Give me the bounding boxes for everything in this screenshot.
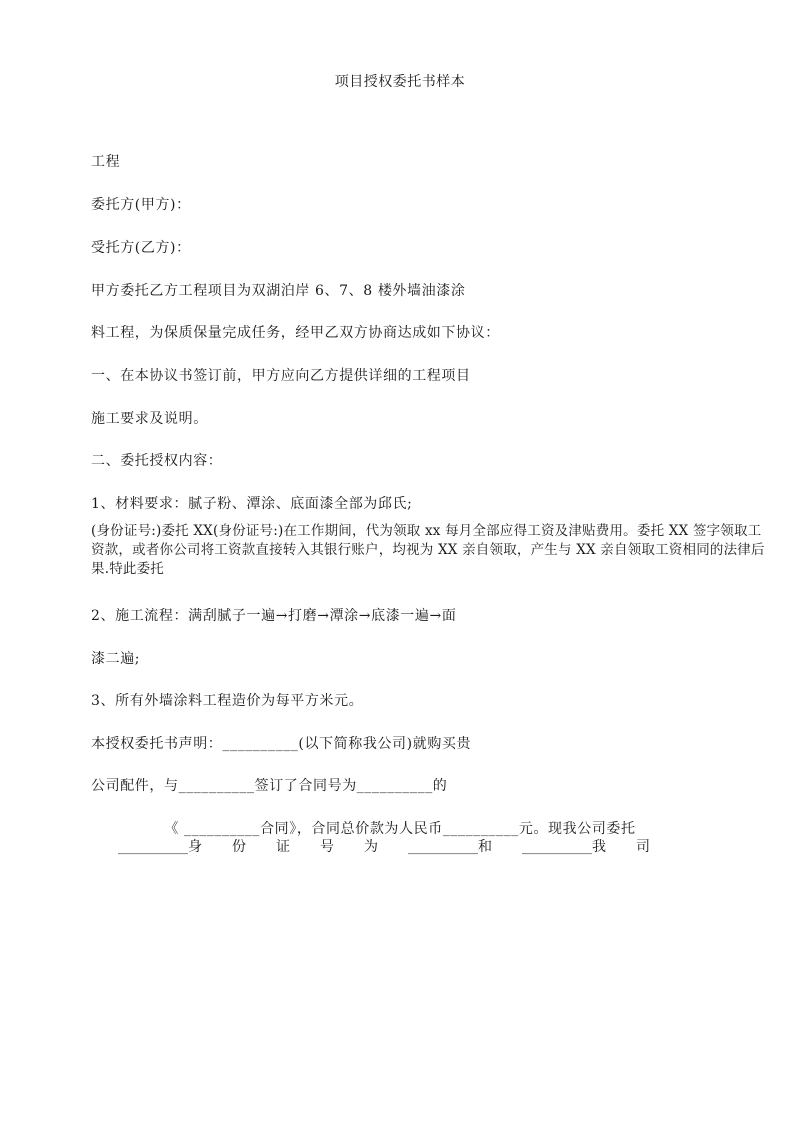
- line-project: 工程: [91, 154, 121, 170]
- identity-token: __________和: [408, 839, 492, 855]
- identity-token: 司: [636, 839, 650, 855]
- identity-token: 为: [364, 839, 378, 855]
- line-statement-2: 公司配件，与__________签订了合同号为__________的: [91, 778, 448, 794]
- line-statement-1: 本授权委托书声明：__________(以下简称我公司)就购买贵: [91, 736, 472, 752]
- identity-token: 份: [232, 839, 246, 855]
- identity-token: __________我: [522, 839, 606, 855]
- document-title: 项目授权委托书样本: [334, 74, 466, 90]
- line-process-2: 漆二遍;: [91, 651, 141, 667]
- line-contract: 《 __________合同》，合同总价款为人民币__________元。现我公司委托: [164, 821, 636, 837]
- identity-token: __________身: [118, 839, 202, 855]
- line-price: 3、所有外墙涂料工程造价为每平方米元。: [91, 693, 364, 709]
- line-clause-2: 二、委托授权内容：: [91, 453, 223, 469]
- delegation-paragraph: (身份证号:)委托 XX(身份证号:)在工作期间，代为领取 xx 每月全部应得工资及津贴费用。委托 XX 签字领取工资款，或者你公司将工资款直接转入其银行账户，均视为 XX 亲自领取，产生与 XX 亲自领取工资相同的法律后果.特此委托: [91, 523, 765, 577]
- identity-token: 证: [276, 839, 290, 855]
- line-process-1: 2、施工流程：满刮腻子一遍→打磨→潭涂→底漆一遍→面: [91, 608, 457, 624]
- line-material: 1、材料要求：腻子粉、潭涂、底面漆全部为邱氏;: [91, 496, 413, 512]
- identity-token: 号: [320, 839, 334, 855]
- line-contractor: 受托方(乙方)：: [91, 240, 191, 256]
- line-clause-1b: 施工要求及说明。: [91, 411, 208, 427]
- line-clause-1a: 一、在本协议书签订前，甲方应向乙方提供详细的工程项目: [91, 368, 471, 384]
- line-agreement-1: 甲方委托乙方工程项目为双湖泊岸 6、7、8 楼外墙油漆涂: [91, 283, 466, 299]
- line-identity: [118, 836, 650, 856]
- line-agreement-2: 料工程，为保质保量完成任务，经甲乙双方协商达成如下协议：: [91, 325, 500, 341]
- line-client: 委托方(甲方)：: [91, 197, 191, 213]
